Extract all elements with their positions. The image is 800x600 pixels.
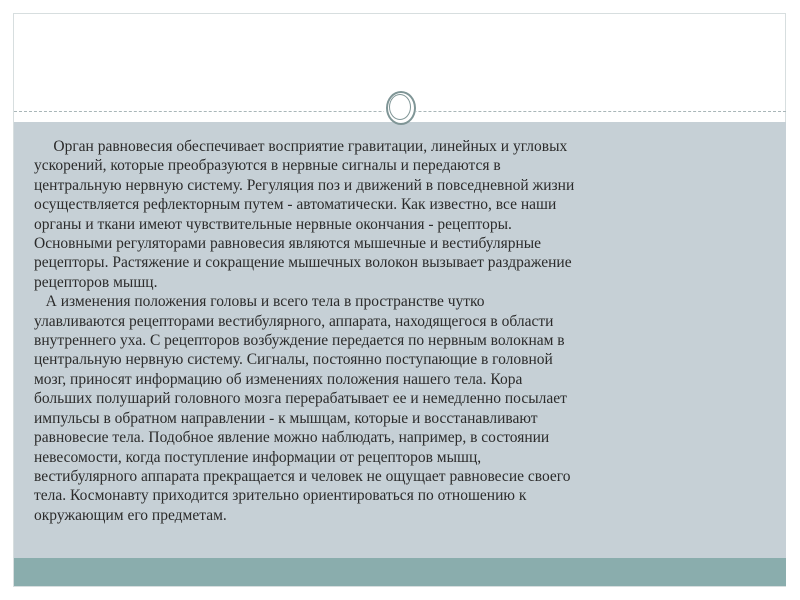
text-line: тела. Космонавту приходится зрительно ориентироваться по отношению к bbox=[34, 487, 527, 505]
text-line: вестибулярного аппарата прекращается и человек не ощущает равновесие своего bbox=[34, 467, 571, 485]
text-line: внутреннего уха. С рецепторов возбуждение передается по нервным волокнам в bbox=[34, 332, 565, 350]
text-line: ускорений, которые преобразуются в нервные сигналы и передаются в bbox=[34, 157, 501, 175]
text-line: равновесие тела. Подобное явление можно наблюдать, например, в состоянии bbox=[34, 429, 550, 447]
text-line: органы и ткани имеют чувствительные нервные окончания - рецепторы. bbox=[34, 215, 512, 233]
text-line: мозг, приносят информацию об изменениях положения нашего тела. Кора bbox=[34, 370, 523, 388]
text-line: рецепторов мышц. bbox=[34, 273, 158, 291]
text-line: центральную нервную систему. Регуляция поз и движений в повседневной жизни bbox=[34, 176, 575, 194]
body-text bbox=[34, 137, 774, 525]
text-line: окружающим его предметам. bbox=[34, 506, 227, 524]
text-line: невесомости, когда поступление информации от рецепторов мышц, bbox=[34, 448, 482, 466]
footer-band bbox=[14, 558, 786, 586]
text-line: Орган равновесия обеспечивает восприятие гравитации, линейных и угловых bbox=[34, 138, 568, 155]
text-line: рецепторы. Растяжение и сокращение мышечных волокон вызывает раздражение bbox=[34, 254, 572, 272]
text-line: улавливаются рецепторами вестибулярного, аппарата, находящегося в области bbox=[34, 312, 554, 330]
text-line: Основными регуляторами равновесия являются мышечные и вестибулярные bbox=[34, 235, 542, 253]
ornament-inner-ring bbox=[389, 94, 411, 120]
text-line: импульсы в обратном направлении - к мышцам, которые и восстанавливают bbox=[34, 409, 538, 427]
text-line: больших полушарий головного мозга перерабатывает ее и немедленно посылает bbox=[34, 390, 567, 408]
text-line: А изменения положения головы и всего тела в пространстве чутко bbox=[34, 293, 485, 311]
text-line: осуществляется рефлекторным путем - автоматически. Как известно, все наши bbox=[34, 196, 557, 214]
text-line: центральную нервную систему. Сигналы, постоянно поступающие в головной bbox=[34, 351, 553, 369]
